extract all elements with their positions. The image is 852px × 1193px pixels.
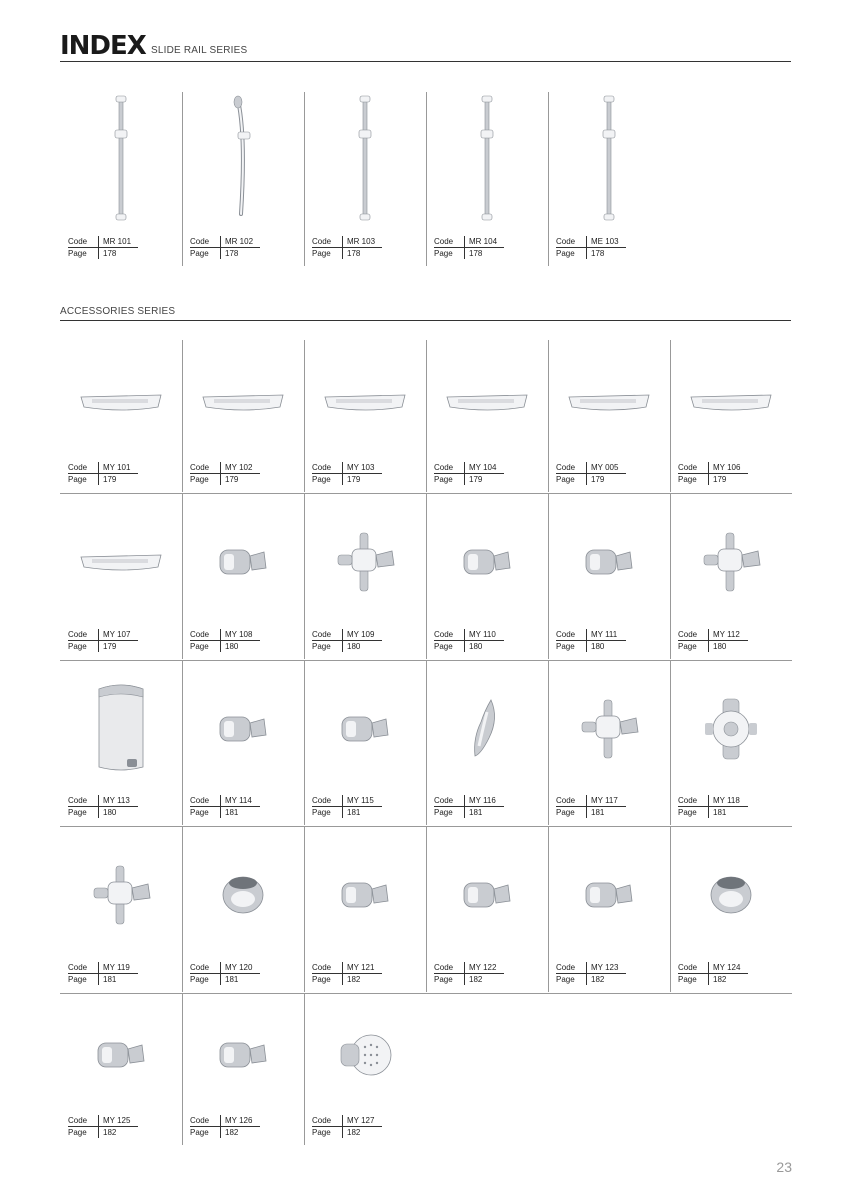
slider-icon <box>670 499 791 625</box>
product-info <box>556 236 626 259</box>
grid-divider <box>670 340 671 492</box>
page-label: Page <box>312 975 331 984</box>
page-label: Page <box>190 249 209 258</box>
page-label: Page <box>556 249 575 258</box>
product-info <box>312 795 382 818</box>
series-title: SLIDE RAIL SERIES <box>151 45 248 56</box>
code-row <box>68 629 138 641</box>
page-row <box>434 807 504 818</box>
product-code: MY 102 <box>220 462 260 473</box>
page-row <box>434 974 504 985</box>
code-label: Code <box>556 963 576 972</box>
slide-rail-icon <box>304 92 425 224</box>
product-page: 181 <box>464 807 504 818</box>
product-code: MY 107 <box>98 629 138 640</box>
code-label: Code <box>312 963 332 972</box>
page-label: Page <box>190 475 209 484</box>
page-label: Page <box>68 249 87 258</box>
index-title: INDEX <box>60 31 146 61</box>
product-code: MY 104 <box>464 462 504 473</box>
code-row <box>312 462 382 474</box>
soap-dish-icon <box>304 346 425 458</box>
product-code: MY 121 <box>342 962 382 973</box>
grid-divider <box>304 660 305 825</box>
code-label: Code <box>312 463 332 472</box>
code-label: Code <box>556 630 576 639</box>
code-label: Code <box>68 963 88 972</box>
grid-divider <box>304 826 305 992</box>
product-info <box>434 629 504 652</box>
page-row <box>434 248 504 259</box>
code-label: Code <box>434 463 454 472</box>
page-row <box>312 807 382 818</box>
holder-icon <box>304 666 425 791</box>
holder-icon <box>304 832 425 958</box>
page-label: Page <box>312 249 331 258</box>
product-page: 178 <box>342 248 382 259</box>
page-row <box>68 248 138 259</box>
product-page: 179 <box>98 641 138 652</box>
page-row <box>312 974 382 985</box>
product-page: 182 <box>586 974 626 985</box>
product-code: ME 103 <box>586 236 626 247</box>
product-code: MY 118 <box>708 795 748 806</box>
body-jet-icon <box>304 999 425 1111</box>
page-row <box>434 474 504 485</box>
product-info <box>312 462 382 485</box>
page-row <box>434 641 504 652</box>
grid-divider <box>670 493 671 659</box>
code-row <box>312 1115 382 1127</box>
page-row <box>556 974 626 985</box>
page-label: Page <box>556 642 575 651</box>
page-row <box>556 474 626 485</box>
page-label: Page <box>312 1128 331 1137</box>
slide-rail-icon <box>60 92 181 224</box>
product-code: MR 101 <box>98 236 138 247</box>
product-info <box>68 462 138 485</box>
code-row <box>678 962 748 974</box>
product-page: 182 <box>708 974 748 985</box>
grid-divider <box>182 92 183 266</box>
page-row <box>312 1127 382 1138</box>
code-label: Code <box>556 237 576 246</box>
code-label: Code <box>434 630 454 639</box>
soap-dish-icon <box>182 346 303 458</box>
product-info <box>312 962 382 985</box>
product-info <box>312 236 382 259</box>
code-row <box>68 962 138 974</box>
page-row <box>312 474 382 485</box>
fitting-icon <box>182 832 303 958</box>
slide-rail-icon <box>426 92 547 224</box>
page-row <box>190 248 260 259</box>
code-row <box>312 962 382 974</box>
code-row <box>434 629 504 641</box>
grid-divider <box>548 660 549 825</box>
code-row <box>68 795 138 807</box>
product-page: 181 <box>708 807 748 818</box>
product-code: MR 102 <box>220 236 260 247</box>
holder-icon <box>182 999 303 1111</box>
code-label: Code <box>312 796 332 805</box>
page-row <box>190 807 260 818</box>
page-label: Page <box>434 642 453 651</box>
code-row <box>190 629 260 641</box>
page-label: Page <box>434 808 453 817</box>
slider-icon <box>60 832 181 958</box>
product-page: 182 <box>98 1127 138 1138</box>
slider-icon <box>548 666 669 791</box>
product-info <box>678 962 748 985</box>
soap-dish-icon <box>60 499 181 625</box>
code-label: Code <box>556 796 576 805</box>
page-row <box>556 807 626 818</box>
grid-divider <box>182 493 183 659</box>
grid-divider <box>670 826 671 992</box>
code-row <box>312 795 382 807</box>
product-code: MY 109 <box>342 629 382 640</box>
product-page: 179 <box>342 474 382 485</box>
product-page: 179 <box>708 474 748 485</box>
soap-dish-icon <box>426 346 547 458</box>
code-label: Code <box>190 1116 210 1125</box>
code-row <box>190 236 260 248</box>
page-row <box>556 641 626 652</box>
product-code: MY 115 <box>342 795 382 806</box>
holder-icon <box>60 999 181 1111</box>
product-code: MY 116 <box>464 795 504 806</box>
product-code: MY 005 <box>586 462 626 473</box>
code-label: Code <box>434 796 454 805</box>
product-page: 180 <box>220 641 260 652</box>
page-row <box>68 974 138 985</box>
soap-dish-icon <box>548 346 669 458</box>
product-info <box>68 962 138 985</box>
page-row <box>556 248 626 259</box>
product-info <box>556 629 626 652</box>
code-row <box>190 795 260 807</box>
page-label: Page <box>556 475 575 484</box>
page-label: Page <box>190 1128 209 1137</box>
code-label: Code <box>68 237 88 246</box>
page-label: Page <box>68 808 87 817</box>
slide-rail-curved-icon <box>182 92 303 224</box>
code-label: Code <box>434 237 454 246</box>
product-info <box>68 629 138 652</box>
product-page: 179 <box>98 474 138 485</box>
product-page: 181 <box>98 974 138 985</box>
page-label: Page <box>190 975 209 984</box>
product-code: MY 126 <box>220 1115 260 1126</box>
product-info <box>190 462 260 485</box>
product-page: 181 <box>342 807 382 818</box>
product-code: MY 127 <box>342 1115 382 1126</box>
page-label: Page <box>68 975 87 984</box>
code-label: Code <box>68 463 88 472</box>
page-label: Page <box>68 1128 87 1137</box>
product-code: MR 103 <box>342 236 382 247</box>
page-row <box>68 807 138 818</box>
product-info <box>434 462 504 485</box>
code-label: Code <box>190 463 210 472</box>
hook-icon <box>426 666 547 791</box>
product-page: 181 <box>220 974 260 985</box>
page-row <box>678 807 748 818</box>
grid-divider <box>548 92 549 266</box>
product-page: 181 <box>586 807 626 818</box>
product-code: MY 103 <box>342 462 382 473</box>
code-label: Code <box>312 1116 332 1125</box>
page-row <box>312 248 382 259</box>
page-row <box>190 1127 260 1138</box>
code-row <box>678 462 748 474</box>
product-info <box>556 962 626 985</box>
page-label: Page <box>434 475 453 484</box>
holder-icon <box>426 832 547 958</box>
product-info <box>190 962 260 985</box>
product-code: MY 122 <box>464 962 504 973</box>
product-code: MY 124 <box>708 962 748 973</box>
page-row <box>190 474 260 485</box>
code-row <box>556 462 626 474</box>
product-info <box>312 1115 382 1138</box>
page-header <box>60 30 791 62</box>
page-row <box>678 474 748 485</box>
grid-divider <box>182 660 183 825</box>
grid-divider <box>304 993 305 1145</box>
code-label: Code <box>68 1116 88 1125</box>
code-label: Code <box>678 630 698 639</box>
product-page: 180 <box>708 641 748 652</box>
page-label: Page <box>678 642 697 651</box>
product-page: 182 <box>464 974 504 985</box>
product-page: 180 <box>98 807 138 818</box>
product-page: 178 <box>220 248 260 259</box>
product-info <box>190 629 260 652</box>
code-label: Code <box>190 963 210 972</box>
code-row <box>190 1115 260 1127</box>
page-row <box>190 974 260 985</box>
grid-divider <box>60 993 792 994</box>
grid-divider <box>60 826 792 827</box>
page-row <box>678 974 748 985</box>
product-info <box>678 462 748 485</box>
product-code: MY 113 <box>98 795 138 806</box>
product-page: 180 <box>586 641 626 652</box>
product-info <box>434 795 504 818</box>
page-label: Page <box>312 808 331 817</box>
dispenser-icon <box>60 666 181 791</box>
product-info <box>312 629 382 652</box>
grid-divider <box>426 660 427 825</box>
page-label: Page <box>556 975 575 984</box>
product-page: 178 <box>586 248 626 259</box>
product-code: MY 111 <box>586 629 626 640</box>
product-code: MY 125 <box>98 1115 138 1126</box>
holder-icon <box>182 499 303 625</box>
product-info <box>556 795 626 818</box>
slide-rail-icon <box>548 92 669 224</box>
code-row <box>312 629 382 641</box>
product-page: 180 <box>342 641 382 652</box>
product-info <box>434 962 504 985</box>
page-label: Page <box>190 808 209 817</box>
product-code: MY 114 <box>220 795 260 806</box>
page-row <box>68 1127 138 1138</box>
code-label: Code <box>68 630 88 639</box>
code-row <box>556 629 626 641</box>
product-info <box>434 236 504 259</box>
product-code: MY 101 <box>98 462 138 473</box>
soap-dish-icon <box>60 346 181 458</box>
page-row <box>312 641 382 652</box>
grid-divider <box>60 660 792 661</box>
grid-divider <box>548 340 549 492</box>
product-code: MY 117 <box>586 795 626 806</box>
product-code: MY 119 <box>98 962 138 973</box>
code-row <box>556 795 626 807</box>
code-row <box>556 236 626 248</box>
code-row <box>556 962 626 974</box>
page-row <box>68 641 138 652</box>
grid-divider <box>60 493 792 494</box>
product-info <box>678 629 748 652</box>
grid-divider <box>182 826 183 992</box>
product-info <box>556 462 626 485</box>
code-label: Code <box>678 963 698 972</box>
code-label: Code <box>190 796 210 805</box>
product-code: MY 108 <box>220 629 260 640</box>
product-page: 182 <box>342 1127 382 1138</box>
code-row <box>68 236 138 248</box>
product-code: MY 123 <box>586 962 626 973</box>
code-row <box>312 236 382 248</box>
code-row <box>434 962 504 974</box>
code-label: Code <box>68 796 88 805</box>
code-row <box>434 795 504 807</box>
grid-divider <box>182 993 183 1145</box>
grid-divider <box>548 826 549 992</box>
code-label: Code <box>556 463 576 472</box>
page-number: 23 <box>776 1159 792 1175</box>
code-row <box>190 462 260 474</box>
grid-divider <box>426 493 427 659</box>
page-label: Page <box>68 642 87 651</box>
page-label: Page <box>434 249 453 258</box>
page-label: Page <box>678 975 697 984</box>
page-label: Page <box>556 808 575 817</box>
product-info <box>68 1115 138 1138</box>
code-row <box>68 1115 138 1127</box>
slider-icon <box>304 499 425 625</box>
product-info <box>68 236 138 259</box>
product-code: MY 112 <box>708 629 748 640</box>
product-code: MY 106 <box>708 462 748 473</box>
code-label: Code <box>678 463 698 472</box>
page-label: Page <box>434 975 453 984</box>
product-page: 178 <box>464 248 504 259</box>
code-label: Code <box>434 963 454 972</box>
product-info <box>190 236 260 259</box>
page-label: Page <box>312 642 331 651</box>
grid-divider <box>182 340 183 492</box>
fitting-icon <box>670 832 791 958</box>
product-page: 179 <box>464 474 504 485</box>
code-row <box>678 629 748 641</box>
grid-divider <box>548 493 549 659</box>
product-info <box>190 1115 260 1138</box>
grid-divider <box>304 340 305 492</box>
product-page: 180 <box>464 641 504 652</box>
code-row <box>190 962 260 974</box>
grid-divider <box>426 340 427 492</box>
product-page: 179 <box>220 474 260 485</box>
product-page: 182 <box>342 974 382 985</box>
page-row <box>678 641 748 652</box>
page-label: Page <box>678 475 697 484</box>
code-row <box>678 795 748 807</box>
page-row <box>68 474 138 485</box>
product-page: 181 <box>220 807 260 818</box>
holder-icon <box>548 499 669 625</box>
code-label: Code <box>190 237 210 246</box>
product-info <box>678 795 748 818</box>
grid-divider <box>670 660 671 825</box>
grid-divider <box>304 92 305 266</box>
code-row <box>68 462 138 474</box>
accessories-section-title: ACCESSORIES SERIES <box>60 306 791 321</box>
product-info <box>190 795 260 818</box>
page-label: Page <box>190 642 209 651</box>
product-info <box>68 795 138 818</box>
product-page: 182 <box>220 1127 260 1138</box>
product-code: MY 110 <box>464 629 504 640</box>
product-code: MY 120 <box>220 962 260 973</box>
grid-divider <box>304 493 305 659</box>
code-label: Code <box>190 630 210 639</box>
page-label: Page <box>68 475 87 484</box>
holder-icon <box>182 666 303 791</box>
valve-icon <box>670 666 791 791</box>
grid-divider <box>426 826 427 992</box>
product-page: 178 <box>98 248 138 259</box>
code-row <box>434 462 504 474</box>
code-label: Code <box>678 796 698 805</box>
product-code: MR 104 <box>464 236 504 247</box>
code-label: Code <box>312 630 332 639</box>
holder-icon <box>426 499 547 625</box>
grid-divider <box>426 92 427 266</box>
product-page: 179 <box>586 474 626 485</box>
page-label: Page <box>678 808 697 817</box>
code-row <box>434 236 504 248</box>
holder-icon <box>548 832 669 958</box>
page-row <box>190 641 260 652</box>
page-label: Page <box>312 475 331 484</box>
soap-dish-icon <box>670 346 791 458</box>
code-label: Code <box>312 237 332 246</box>
